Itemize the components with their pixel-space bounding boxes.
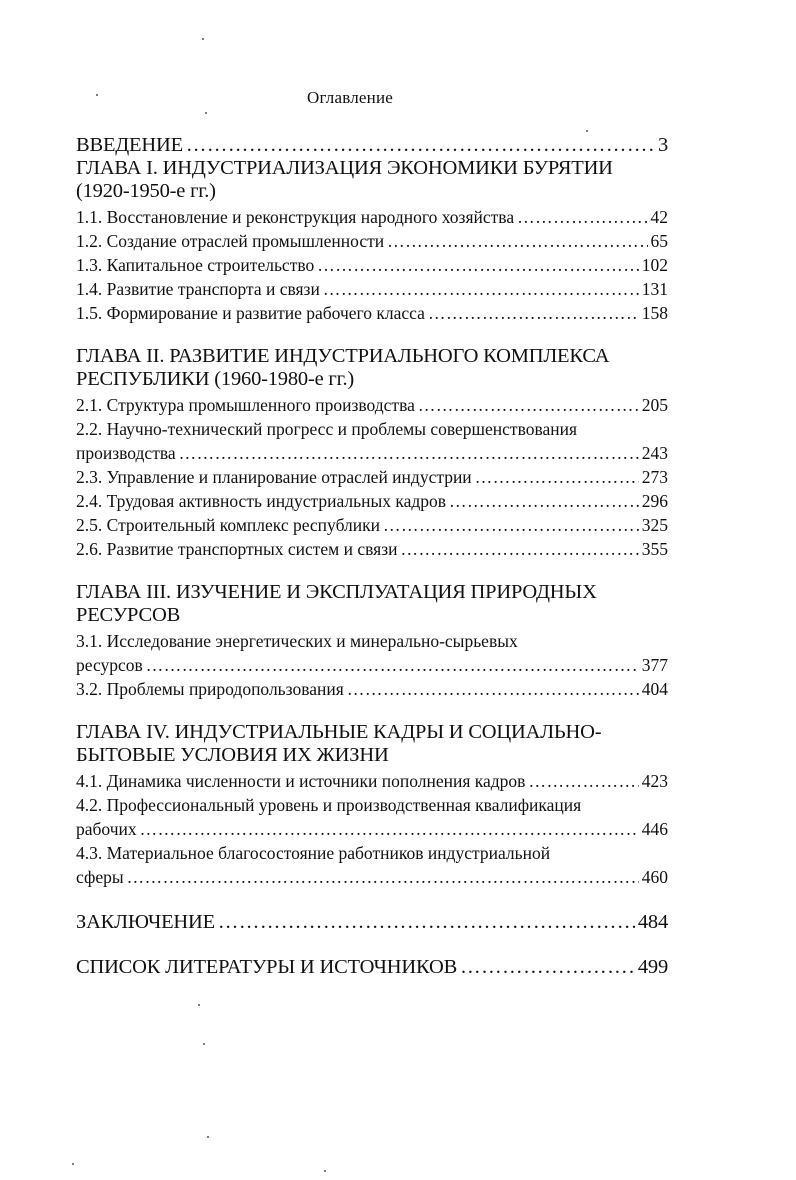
chapter-heading[interactable]: ГЛАВА II. РАЗВИТИЕ ИНДУСТРИАЛЬНОГО КОМПЛЕКСА <box>76 345 610 367</box>
chapter-heading-line2: (1920-1950-е гг.) <box>76 180 216 202</box>
entry-label: 2.5. Строительный комплекс республики <box>76 515 381 535</box>
entry-label: 2.4. Трудовая активность индустриальных кадров <box>76 491 447 511</box>
entry-label: ресурсов <box>76 655 143 675</box>
dot-leader <box>347 677 639 701</box>
toc-entry[interactable] <box>76 253 668 277</box>
entry-label: 2.6. Развитие транспортных систем и связи <box>76 539 398 559</box>
dot-leader <box>387 229 647 253</box>
dot-leader <box>517 205 647 229</box>
toc-entry[interactable] <box>76 417 668 465</box>
scan-speck <box>96 94 98 96</box>
dot-leader <box>186 134 655 157</box>
dot-leader <box>460 956 635 979</box>
entry-label: 1.1. Восстановление и реконструкция народного хозяйства <box>76 207 515 227</box>
toc-entry-conclusion[interactable] <box>76 911 668 934</box>
entry-page: 499 <box>637 956 668 978</box>
entry-label: 4.1. Динамика численности и источники пополнения кадров <box>76 771 526 791</box>
entry-page: 355 <box>641 539 668 559</box>
chapter-heading-line2: РЕСПУБЛИКИ (1960-1980-е гг.) <box>76 368 355 390</box>
entry-label-line1: 2.2. Научно-технический прогресс и проблемы совершенствования <box>76 419 578 439</box>
entry-page: 102 <box>641 255 668 275</box>
entry-page: 296 <box>641 491 668 511</box>
dot-leader <box>528 769 638 793</box>
toc-entry[interactable] <box>76 301 668 325</box>
chapter-heading[interactable]: ГЛАВА III. ИЗУЧЕНИЕ И ЭКСПЛУАТАЦИЯ ПРИРОДНЫХ <box>76 581 597 603</box>
entry-page: 423 <box>641 771 668 791</box>
scan-speck <box>72 1163 74 1165</box>
toc-entry[interactable] <box>76 677 668 701</box>
toc-entry[interactable] <box>76 277 668 301</box>
scan-speck <box>203 1043 205 1045</box>
entry-page: 273 <box>641 467 668 487</box>
toc-entry[interactable] <box>76 793 668 841</box>
toc-entry[interactable] <box>76 513 668 537</box>
dot-leader <box>418 393 639 417</box>
scan-speck <box>198 1004 200 1006</box>
scan-speck <box>586 130 588 132</box>
entry-label: сферы <box>76 867 124 887</box>
entry-label: 3.2. Проблемы природопользования <box>76 679 344 699</box>
entry-label: 1.4. Развитие транспорта и связи <box>76 279 320 299</box>
dot-leader <box>449 489 639 513</box>
dot-leader <box>146 653 639 677</box>
toc-entry[interactable] <box>76 841 668 889</box>
toc-entry[interactable] <box>76 229 668 253</box>
dot-leader <box>317 253 639 277</box>
entry-page: 65 <box>650 231 668 251</box>
toc-entry[interactable] <box>76 393 668 417</box>
entry-label: производства <box>76 443 176 463</box>
scan-speck <box>205 112 207 114</box>
entry-label: 2.3. Управление и планирование отраслей индустрии <box>76 467 472 487</box>
toc-entry[interactable] <box>76 769 668 793</box>
chapter-heading-line2: РЕСУРСОВ <box>76 604 181 626</box>
chapter-heading-line2: БЫТОВЫЕ УСЛОВИЯ ИХ ЖИЗНИ <box>76 744 389 766</box>
entry-label: 1.3. Капитальное строительство <box>76 255 315 275</box>
entry-page: 460 <box>641 867 668 887</box>
dot-leader <box>428 301 639 325</box>
scan-speck <box>202 38 204 40</box>
entry-page: 3 <box>657 134 668 156</box>
scan-speck <box>207 1136 209 1138</box>
entry-label: ЗАКЛЮЧЕНИЕ <box>76 911 215 933</box>
entry-page: 484 <box>637 911 668 933</box>
dot-leader <box>179 441 639 465</box>
entry-label: 2.1. Структура промышленного производства <box>76 395 415 415</box>
scan-speck <box>324 1170 326 1172</box>
toc-entry[interactable] <box>76 489 668 513</box>
toc-entry[interactable] <box>76 629 668 677</box>
dot-leader <box>140 817 639 841</box>
entry-page: 42 <box>650 207 668 227</box>
chapter-heading[interactable]: ГЛАВА IV. ИНДУСТРИАЛЬНЫЕ КАДРЫ И СОЦИАЛЬНО- <box>76 721 602 743</box>
table-of-contents <box>76 134 668 979</box>
dot-leader <box>401 537 639 561</box>
entry-label: ВВЕДЕНИЕ <box>76 134 183 156</box>
dot-leader <box>323 277 639 301</box>
toc-entry-introduction[interactable] <box>76 134 668 157</box>
entry-label: 1.5. Формирование и развитие рабочего класса <box>76 303 425 323</box>
entry-page: 131 <box>641 279 668 299</box>
entry-label: СПИСОК ЛИТЕРАТУРЫ И ИСТОЧНИКОВ <box>76 956 458 978</box>
entry-label: рабочих <box>76 819 137 839</box>
entry-page: 243 <box>641 443 668 463</box>
entry-label: 1.2. Создание отраслей промышленности <box>76 231 385 251</box>
entry-page: 205 <box>641 395 668 415</box>
entry-label-line1: 4.3. Материальное благосостояние работников индустриальной <box>76 843 551 863</box>
dot-leader <box>218 911 635 934</box>
page-title: Оглавление <box>307 88 393 107</box>
toc-entry[interactable] <box>76 537 668 561</box>
entry-page: 377 <box>641 655 668 675</box>
toc-entry-bibliography[interactable] <box>76 956 668 979</box>
dot-leader <box>475 465 639 489</box>
entry-page: 404 <box>641 679 668 699</box>
entry-page: 158 <box>641 303 668 323</box>
entry-label-line1: 3.1. Исследование энергетических и минерально-сырьевых <box>76 631 518 651</box>
dot-leader <box>127 865 639 889</box>
entry-page: 446 <box>641 819 668 839</box>
toc-entry[interactable] <box>76 465 668 489</box>
dot-leader <box>383 513 639 537</box>
entry-page: 325 <box>641 515 668 535</box>
chapter-heading[interactable]: ГЛАВА I. ИНДУСТРИАЛИЗАЦИЯ ЭКОНОМИКИ БУРЯТИИ <box>76 157 613 179</box>
toc-entry[interactable] <box>76 205 668 229</box>
entry-label-line1: 4.2. Профессиональный уровень и производственная квалификация <box>76 795 582 815</box>
